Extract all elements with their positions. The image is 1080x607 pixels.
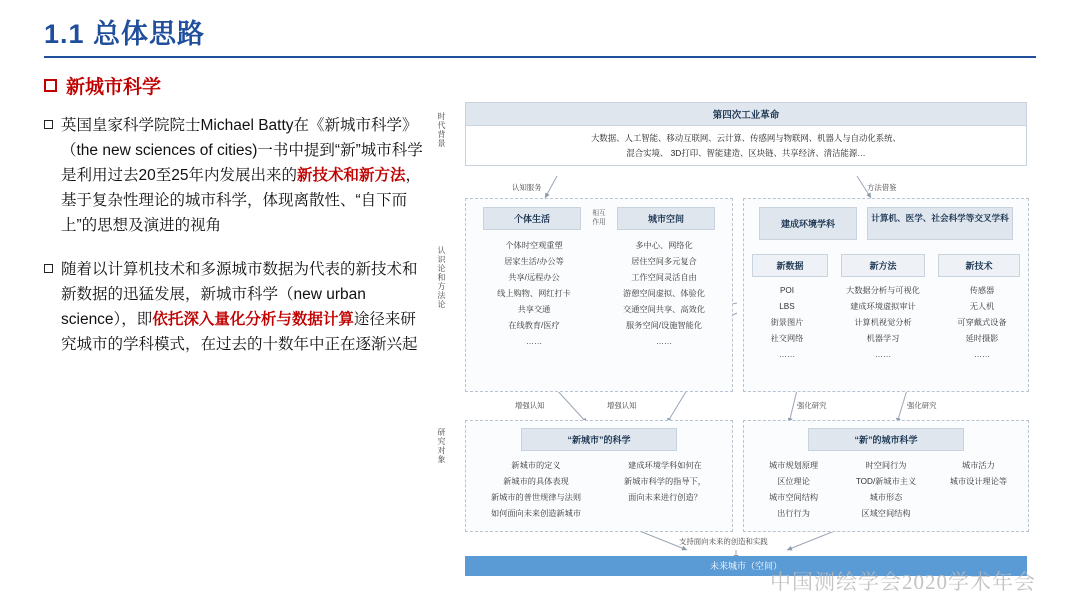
list-item: 共享/远程办公	[508, 272, 560, 282]
list-item: 传感器	[969, 286, 995, 295]
square-bullet-icon	[44, 264, 53, 273]
list-item: 社交网络	[770, 333, 804, 343]
bullet-text-2-highlight: 依托深入量化分析与数据计算	[152, 310, 354, 328]
box-interdisciplinary: 计算机、医学、社会科学等交叉学科	[867, 207, 1013, 240]
list-item: 新城市的定义	[511, 461, 561, 470]
box-new-data: 新数据	[752, 254, 828, 277]
top-banner-line1: 大数据、人工智能、移动互联网、云计算、传感网与物联网、机器人与自动化系统、	[591, 133, 901, 143]
bullet-text-1	[61, 113, 424, 239]
list-item: 延时摄影	[965, 333, 999, 343]
list-new-city-a	[474, 458, 598, 522]
list-item: 计算机视觉分析	[854, 317, 912, 327]
section-heading-row	[44, 72, 424, 99]
connector-label-enhance-left: 增强认知	[515, 401, 545, 410]
list-new-method	[840, 283, 926, 363]
list-item: 多中心、网络化	[635, 241, 693, 250]
list-item: ……	[525, 336, 543, 346]
box-built-environment: 建成环境学科	[759, 207, 857, 240]
list-urban-space	[604, 238, 724, 350]
list-item: 可穿戴式设备	[957, 317, 1007, 327]
list-item: 街景图片	[770, 317, 804, 327]
footer-bar-future-city: 未来城市（空间）	[465, 556, 1027, 576]
list-item: 城市活力	[962, 461, 995, 470]
list-item: 共享交通	[517, 304, 551, 314]
list-item: 时空间行为	[865, 461, 907, 470]
box-individual-life: 个体生活	[483, 207, 581, 230]
section-heading: 新城市科学	[66, 77, 162, 98]
list-item: 出行行为	[777, 508, 810, 518]
box-new-method: 新方法	[841, 254, 925, 277]
bullet-text-2	[61, 257, 424, 357]
bullet-text-2-part2: 途径来研究城市的学科模式，在过去的十数年中正在逐渐兴起	[61, 310, 418, 353]
left-text-column	[44, 72, 424, 375]
bullet-text-2-part1: 随着以计算机技术和多源城市数据为代表的新技术和新数据的迅猛发展，新城市科学（new urban science），即	[61, 260, 418, 328]
list-item: 面向未来进行创造？	[628, 492, 702, 502]
list-item: 大数据分析与可视化	[846, 286, 920, 295]
list-item: 无人机	[969, 301, 995, 311]
connector-label-interaction: 相互 作用	[592, 210, 606, 226]
square-bullet-icon	[44, 120, 53, 129]
list-item: 城市形态	[869, 492, 903, 502]
box-new-tech: 新技术	[938, 254, 1020, 277]
connector-label-enhance-right: 增强认知	[607, 401, 637, 410]
box-new-urban-science: “新”的城市科学	[808, 428, 964, 451]
list-item: 工作空间灵活自由	[631, 272, 697, 282]
list-item: 线上购物、网红打卡	[497, 288, 571, 298]
side-label-era: 时代背景	[437, 112, 446, 148]
list-item: 机器学习	[866, 333, 900, 343]
list-item: 建成环境学科如何在	[628, 461, 702, 470]
list-item: 服务空间/设施智能化	[626, 320, 702, 330]
list-item: 建成环境虚拟审计	[850, 301, 916, 311]
list-item: POI	[779, 286, 795, 295]
side-label-objects: 研究对象	[437, 428, 446, 464]
list-new-city-b	[606, 458, 724, 522]
list-item: 区域空间结构	[861, 508, 911, 518]
list-item: 游憩空间虚拟、体验化	[623, 288, 705, 298]
list-item: 在线教育/医疗	[508, 320, 560, 330]
box-new-city-science: “新城市”的科学	[521, 428, 677, 451]
top-banner-line2: 混合实境、 3D打印、智能建造、区块链、共享经济、清洁能源…	[626, 147, 866, 158]
bottom-left-panel	[465, 420, 733, 532]
bullet-text-1-highlight: 新技术和新方法	[296, 167, 406, 185]
connector-label-strengthen-right: 强化研究	[907, 401, 937, 410]
list-new-tech	[944, 283, 1020, 363]
list-urban-sci-b	[841, 458, 931, 522]
bullet-text-1-part1: 英国皇家科学院院士Michael Batty在《新城市科学》（the new sciences of cities)一书中提到“新”城市科学是利用过去20至25年内发展出来的	[61, 117, 423, 185]
list-item: 新城市的具体表现	[503, 476, 569, 486]
left-panel	[465, 198, 733, 392]
top-banner-title: 第四次工业革命	[465, 102, 1027, 126]
list-urban-sci-c	[937, 458, 1020, 522]
top-banner-body	[465, 126, 1027, 166]
list-item: 如何面向未来创造新城市	[490, 508, 582, 518]
list-individual-life	[474, 238, 594, 350]
list-item: 居住空间多元复合	[631, 256, 697, 266]
title-divider	[44, 56, 1036, 58]
list-item: 新城市科学的指导下，	[624, 476, 706, 486]
connector-label-strengthen-left: 强化研究	[797, 401, 827, 410]
list-item: 居家生活/办公等	[504, 256, 564, 266]
list-item: LBS	[779, 301, 795, 311]
side-label-theory: 认识论和方法论	[437, 246, 446, 309]
list-new-data	[752, 283, 822, 363]
bullet-item	[44, 113, 424, 239]
list-item: 个体时空观重塑	[505, 241, 563, 250]
list-item: 交通空间共享、高效化	[623, 304, 705, 314]
list-item: ……	[778, 349, 796, 359]
list-item: 新城市的普世规律与法则	[490, 492, 582, 502]
list-item: ……	[973, 349, 991, 359]
watermark: 中国测绘学会2020学术年会	[770, 570, 1036, 594]
bottom-right-panel	[743, 420, 1029, 532]
list-item: ……	[874, 349, 892, 359]
connector-label-right: 方法借鉴	[867, 183, 897, 192]
list-item: TOD/新城市主义	[855, 476, 917, 486]
square-bullet-icon	[44, 79, 57, 92]
box-urban-space: 城市空间	[617, 207, 715, 230]
list-item: ……	[655, 336, 673, 346]
bullet-text-1-part2: ，基于复杂性理论的城市科学，体现离散性、“自下而上”的思想及演进的视角	[61, 167, 422, 235]
connector-label-bottom: 支持面向未来的创造和实践	[679, 537, 768, 546]
connector-label-left: 认知服务	[512, 183, 542, 192]
list-item: 城市规划原理	[768, 461, 819, 470]
framework-diagram	[437, 98, 1035, 583]
list-item: 城市设计理论等	[949, 476, 1008, 486]
bullet-item	[44, 257, 424, 357]
list-item: 区位理论	[777, 476, 810, 486]
list-urban-sci-a	[752, 458, 835, 522]
right-panel	[743, 198, 1029, 392]
page-title: 1.1 总体思路	[44, 19, 206, 49]
list-item: 城市空间结构	[768, 492, 819, 502]
